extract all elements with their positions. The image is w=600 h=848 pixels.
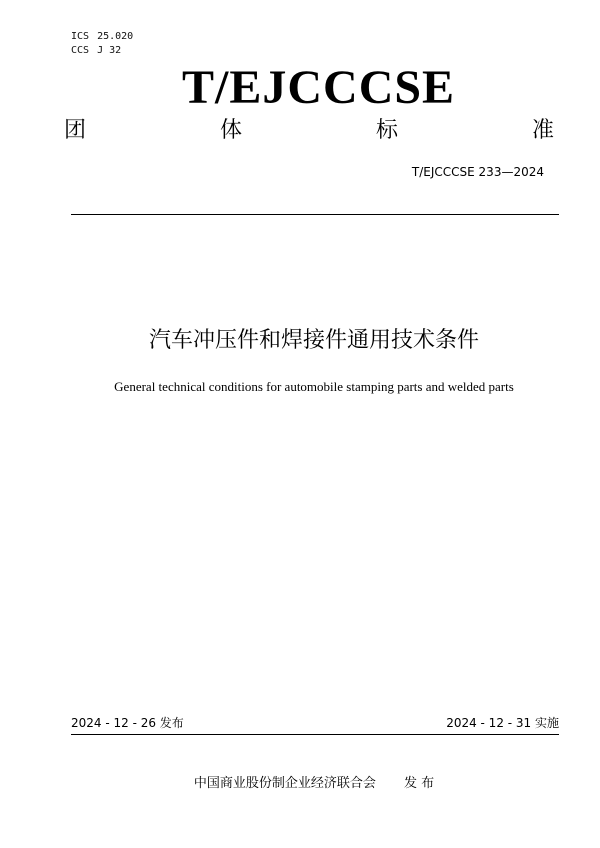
implementation-date: 2024 - 12 - 31 实施	[446, 716, 559, 730]
publisher-name: 中国商业股份制企业经济联合会	[193, 776, 376, 791]
publisher	[0, 775, 600, 793]
release-date: 2024 - 12 - 26 发布	[71, 716, 184, 730]
standard-type-char: 团	[64, 118, 87, 143]
publisher-action: 发 布	[403, 776, 435, 791]
footer-divider	[71, 734, 559, 735]
standard-type	[64, 118, 554, 144]
organization-code-logo: T/EJCCCSE	[182, 61, 456, 114]
standard-type-char: 准	[531, 118, 554, 143]
chinese-title: 汽车冲压件和焊接件通用技术条件	[148, 328, 479, 353]
ccs-label: CCS	[71, 45, 90, 56]
ics-value: 25.020	[97, 31, 134, 42]
ccs-value: J 32	[97, 45, 122, 56]
header-divider	[71, 214, 559, 215]
english-title: General technical conditions for automobile stamping parts and welded parts	[114, 379, 514, 394]
ccs-row	[71, 44, 133, 58]
standard-number: T/EJCCCSE 233—2024	[411, 165, 544, 179]
standard-type-char: 标	[375, 118, 398, 143]
ics-row	[71, 30, 133, 44]
ics-label: ICS	[71, 31, 90, 42]
classification-codes	[71, 30, 133, 58]
standard-type-char: 体	[219, 118, 242, 143]
